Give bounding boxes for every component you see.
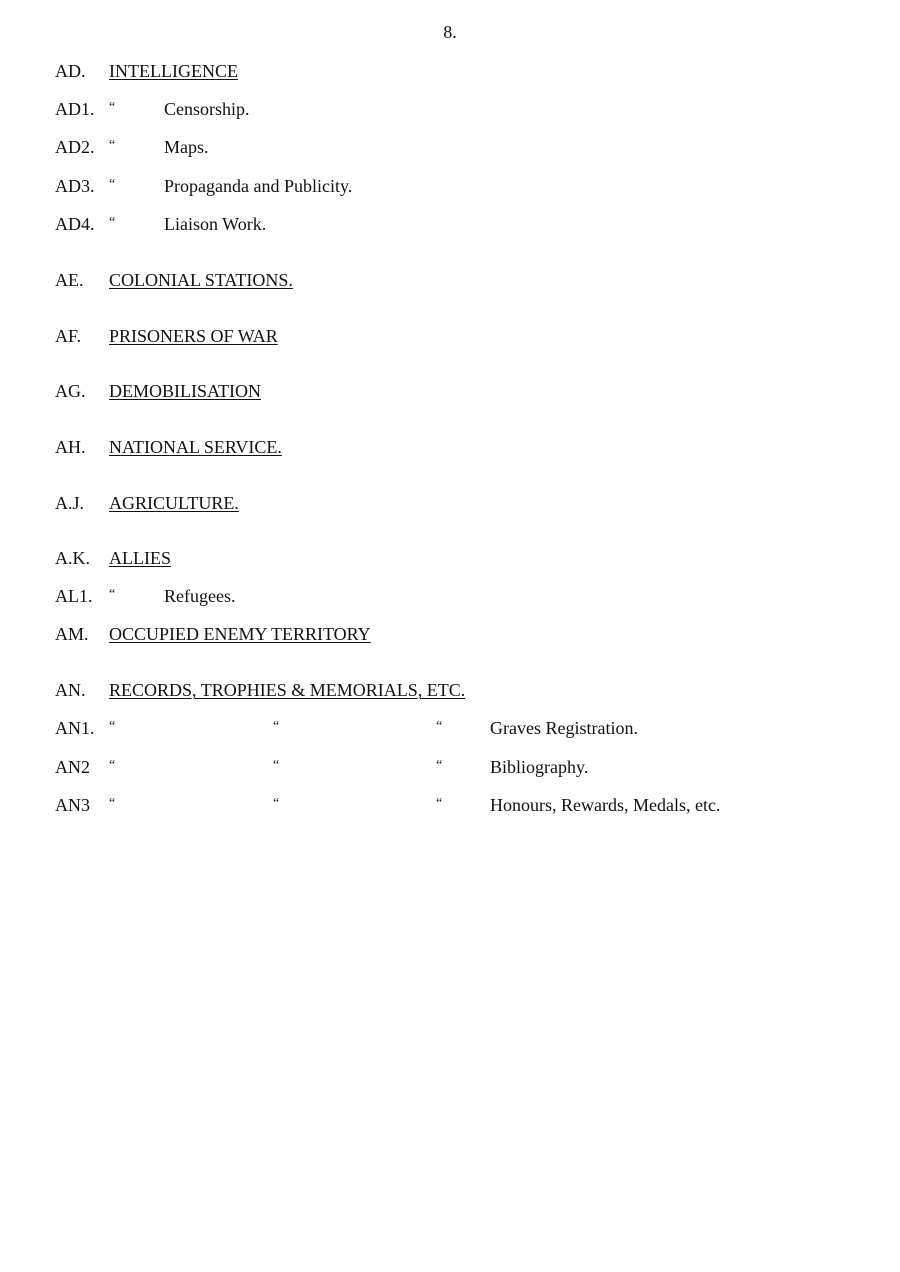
- section-heading-intelligence: [55, 60, 238, 82]
- subsection-text: Maps.: [164, 137, 209, 157]
- ditto-mark: “: [273, 758, 280, 773]
- subsection-text: Censorship.: [164, 99, 250, 119]
- subsection-text: Liaison Work.: [164, 214, 267, 234]
- section-title: RECORDS, TROPHIES & MEMORIALS, ETC.: [109, 680, 466, 700]
- ditto-mark: “: [109, 758, 116, 773]
- section-code: AH.: [55, 437, 86, 457]
- section-code: AM.: [55, 624, 89, 644]
- section-heading-agriculture: [55, 492, 239, 514]
- subsection-ad3: [55, 175, 455, 197]
- section-title: PRISONERS OF WAR: [109, 326, 278, 346]
- subsection-text: Graves Registration.: [490, 718, 638, 738]
- section-code: AD.: [55, 61, 86, 81]
- subsection-ad1: [55, 98, 455, 120]
- subsection-an1: [55, 717, 835, 739]
- subsection-code: AD3.: [55, 176, 95, 196]
- subsection-text: Refugees.: [164, 586, 236, 606]
- section-title: COLONIAL STATIONS.: [109, 270, 293, 290]
- section-title: OCCUPIED ENEMY TERRITORY: [109, 624, 371, 644]
- subsection-al1: [55, 585, 455, 607]
- section-title: NATIONAL SERVICE.: [109, 437, 282, 457]
- ditto-mark: “: [109, 177, 116, 192]
- subsection-an3: [55, 794, 835, 816]
- ditto-mark: “: [109, 100, 116, 115]
- section-heading-national-service: [55, 436, 282, 458]
- section-code: A.K.: [55, 548, 90, 568]
- section-heading-records-trophies-memorials: [55, 679, 465, 701]
- ditto-mark: “: [436, 758, 443, 773]
- subsection-code: AL1.: [55, 586, 93, 606]
- ditto-mark: “: [273, 796, 280, 811]
- section-heading-demobilisation: [55, 380, 261, 402]
- subsection-ad2: [55, 136, 455, 158]
- subsection-code: AN3: [55, 795, 90, 815]
- section-heading-prisoners-of-war: [55, 325, 278, 347]
- ditto-mark: “: [109, 719, 116, 734]
- subsection-text: Propaganda and Publicity.: [164, 176, 353, 196]
- subsection-text: Bibliography.: [490, 757, 589, 777]
- page-number: 8.: [443, 22, 457, 42]
- subsection-code: AD2.: [55, 137, 95, 157]
- ditto-mark: “: [109, 587, 116, 602]
- section-title: AGRICULTURE.: [109, 493, 239, 513]
- section-code: AN.: [55, 680, 86, 700]
- subsection-an2: [55, 756, 835, 778]
- ditto-mark: “: [109, 138, 116, 153]
- ditto-mark: “: [109, 796, 116, 811]
- section-heading-allies: [55, 547, 171, 569]
- ditto-mark: “: [436, 719, 443, 734]
- section-heading-occupied-enemy-territory: [55, 623, 371, 645]
- section-title: INTELLIGENCE: [109, 61, 238, 81]
- subsection-code: AD1.: [55, 99, 95, 119]
- section-code: A.J.: [55, 493, 85, 513]
- subsection-code: AN2: [55, 757, 90, 777]
- ditto-mark: “: [273, 719, 280, 734]
- section-code: AF.: [55, 326, 82, 346]
- ditto-mark: “: [109, 215, 116, 230]
- subsection-code: AN1.: [55, 718, 95, 738]
- ditto-mark: “: [436, 796, 443, 811]
- section-title: DEMOBILISATION: [109, 381, 261, 401]
- subsection-code: AD4.: [55, 214, 95, 234]
- section-code: AG.: [55, 381, 86, 401]
- section-heading-colonial-stations: [55, 269, 293, 291]
- section-title: ALLIES: [109, 548, 171, 568]
- subsection-ad4: [55, 213, 455, 235]
- section-code: AE.: [55, 270, 84, 290]
- subsection-text: Honours, Rewards, Medals, etc.: [490, 795, 721, 815]
